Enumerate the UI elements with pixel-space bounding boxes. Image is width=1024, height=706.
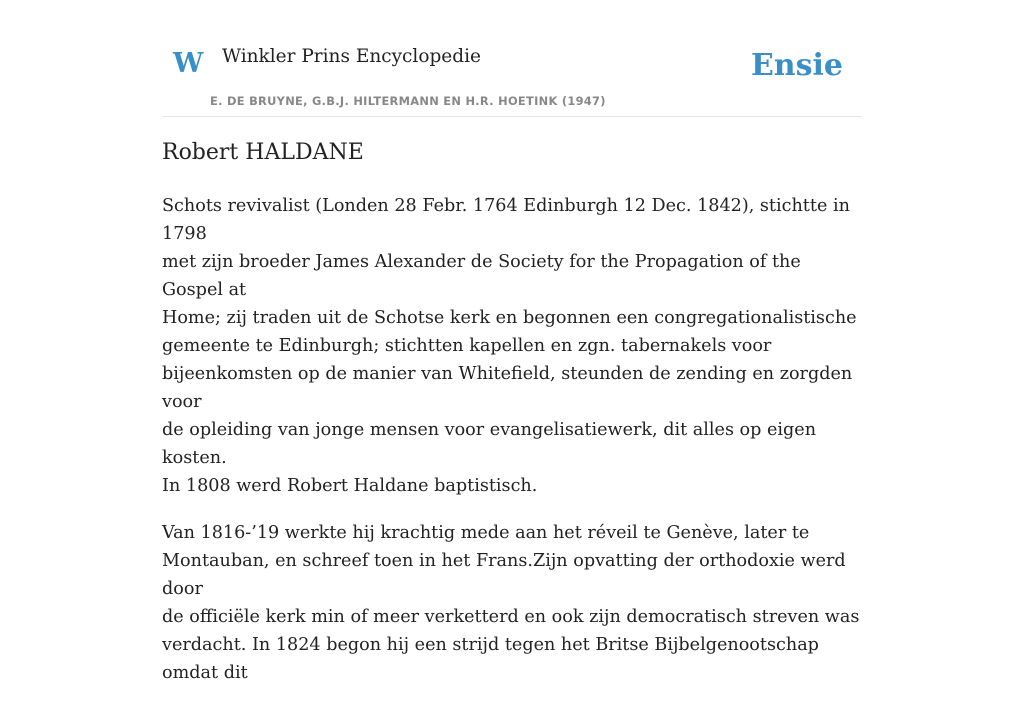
article-paragraph: Schots revivalist (Londen 28 Febr. 1764 Edinburgh 12 Dec. 1842), stichtte in 1798 met zijn broeder James Alexander de Society for the Propagation of the Gospel at Home; zij traden uit de Schotse kerk en begonnen een congregationalistische gemeente te Edinburgh; stichtten kapellen en zgn. tabernakels voor bijeenkomsten op de manier van Whitefield, steunden de zending en zorgden voor de opleiding van jonge mensen voor evangelisatiewerk, dit alles op eigen kosten. In 1808 werd Robert Haldane baptistisch. xyxy=(162,196,857,496)
ensie-logo-link[interactable]: Ensie xyxy=(750,48,843,83)
page xyxy=(162,0,862,683)
source-authors: E. DE BRUYNE, G.B.J. HILTERMANN EN H.R. HOETINK (1947) xyxy=(210,94,606,108)
header xyxy=(162,0,862,117)
article-title: Robert HALDANE xyxy=(162,140,364,165)
source-logo-icon[interactable]: W xyxy=(173,48,204,79)
source-title-link[interactable]: Winkler Prins Encyclopedie xyxy=(222,46,481,67)
article-paragraph: Van 1816-’19 werkte hij krachtig mede aan het réveil te Genève, later te Montauban, en schreef toen in het Frans.Zijn opvatting der orthodoxie werd door de officiële kerk min of meer verketterd en ook zijn democratisch streven was verdacht. In 1824 begon hij een strijd tegen het Britse Bijbelgenootschap omdat dit xyxy=(162,523,860,683)
article-body xyxy=(162,192,862,706)
